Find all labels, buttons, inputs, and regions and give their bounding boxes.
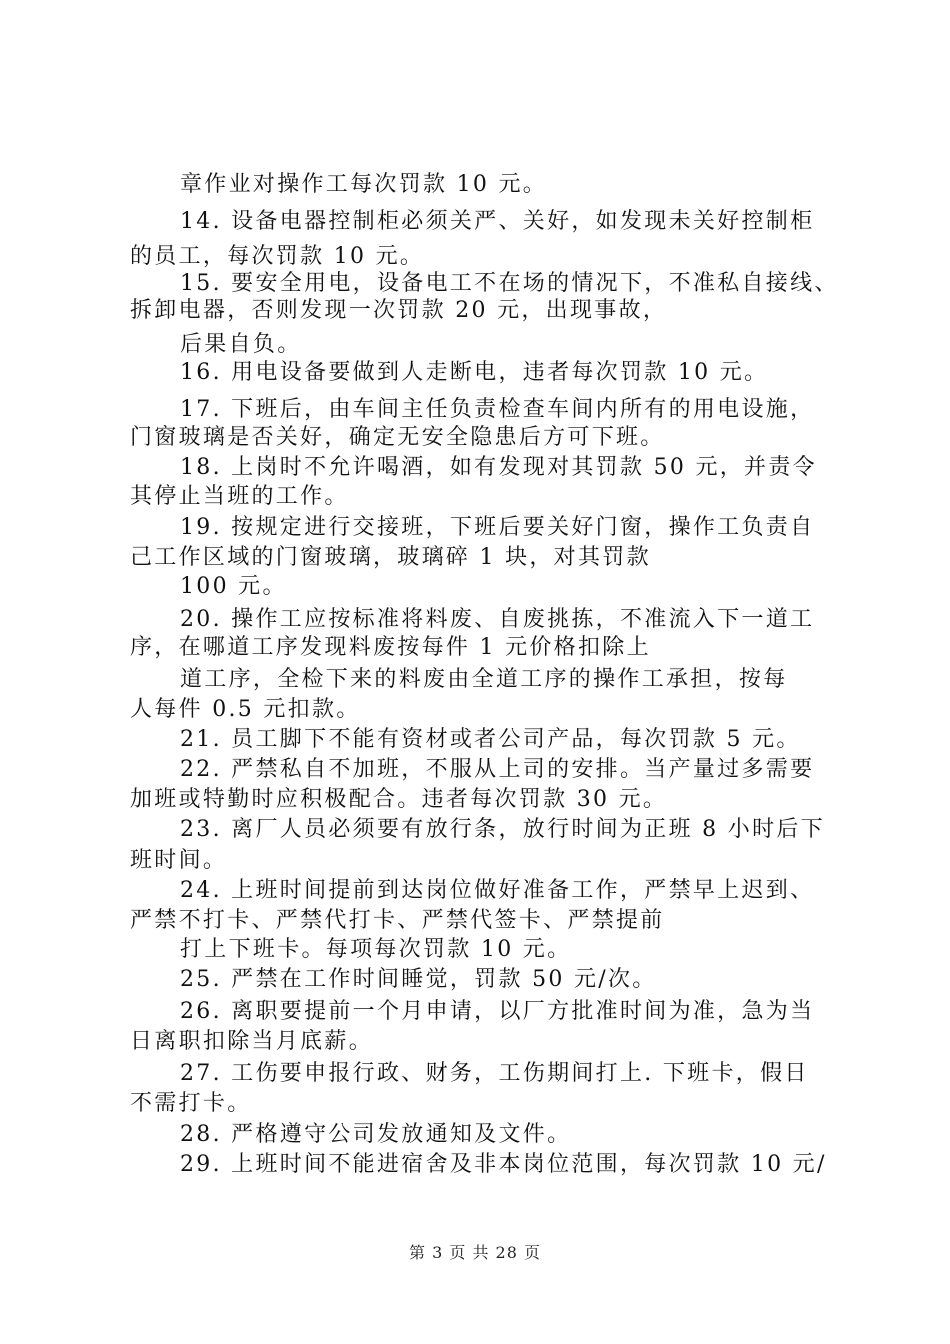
text-line: 拆卸电器，否则发现一次罚款 20 元，出现事故， — [130, 298, 668, 323]
text-line: 章作业对操作工每次罚款 10 元。 — [180, 172, 548, 197]
text-line: 24. 上班时间提前到达岗位做好准备工作，严禁早上迟到、 — [180, 878, 815, 903]
text-line: 后果自负。 — [180, 332, 302, 357]
text-line: 21. 员工脚下不能有资材或者公司产品，每次罚款 5 元。 — [180, 727, 801, 752]
text-line: 打上下班卡。每项每次罚款 10 元。 — [180, 937, 572, 962]
text-line: 14. 设备电器控制柜必须关严、关好，如发现未关好控制柜 — [180, 209, 815, 234]
text-line: 20. 操作工应按标准将料废、自废挑拣，不准流入下一道工 — [180, 607, 815, 632]
text-line: 18. 上岗时不允许喝酒，如有发现对其罚款 50 元，并责令 — [180, 455, 817, 480]
text-line: 29. 上班时间不能进宿舍及非本岗位范围，每次罚款 10 元/ — [180, 1152, 827, 1177]
text-line: 严禁不打卡、严禁代打卡、严禁代签卡、严禁提前 — [130, 908, 665, 933]
text-line: 其停止当班的工作。 — [130, 484, 349, 509]
text-line: 道工序，全检下来的料废由全道工序的操作工承担，按每 — [180, 667, 788, 692]
text-line: 23. 离厂人员必须要有放行条，放行时间为正班 8 小时后下 — [180, 817, 825, 842]
text-line: 的员工，每次罚款 10 元。 — [130, 244, 425, 269]
text-line: 17. 下班后，由车间主任负责检查车间内所有的用电设施， — [180, 397, 815, 422]
text-line: 班时间。 — [130, 848, 228, 873]
text-line: 己工作区域的门窗玻璃，玻璃碎 1 块，对其罚款 — [130, 545, 651, 570]
text-line: 加班或特勤时应积极配合。违者每次罚款 30 元。 — [130, 787, 668, 812]
text-line: 100 元。 — [180, 574, 287, 599]
text-line: 人每件 0.5 元扣款。 — [130, 697, 361, 722]
text-line: 序，在哪道工序发现料废按每件 1 元价格扣除上 — [130, 635, 651, 660]
text-line: 22. 严禁私自不加班，不服从上司的安排。当产量过多需要 — [180, 757, 815, 782]
text-line: 门窗玻璃是否关好，确定无安全隐患后方可下班。 — [130, 425, 665, 450]
text-line: 16. 用电设备要做到人走断电，违者每次罚款 10 元。 — [180, 360, 769, 385]
text-line: 25. 严禁在工作时间睡觉，罚款 50 元/次。 — [180, 967, 657, 992]
text-line: 28. 严格遵守公司发放通知及文件。 — [180, 1122, 572, 1147]
text-line: 27. 工伤要申报行政、财务，工伤期间打上. 下班卡，假日 — [180, 1061, 809, 1086]
text-line: 不需打卡。 — [130, 1091, 252, 1116]
text-line: 日离职扣除当月底薪。 — [130, 1029, 374, 1054]
text-line: 15. 要安全用电，设备电工不在场的情况下，不准私自接线、 — [180, 271, 839, 296]
page-number-footer: 第 3 页 共 28 页 — [409, 1243, 541, 1262]
text-line: 26. 离职要提前一个月申请，以厂方批准时间为准，急为当 — [180, 999, 815, 1024]
text-line: 19. 按规定进行交接班，下班后要关好门窗，操作工负责自 — [180, 515, 815, 540]
